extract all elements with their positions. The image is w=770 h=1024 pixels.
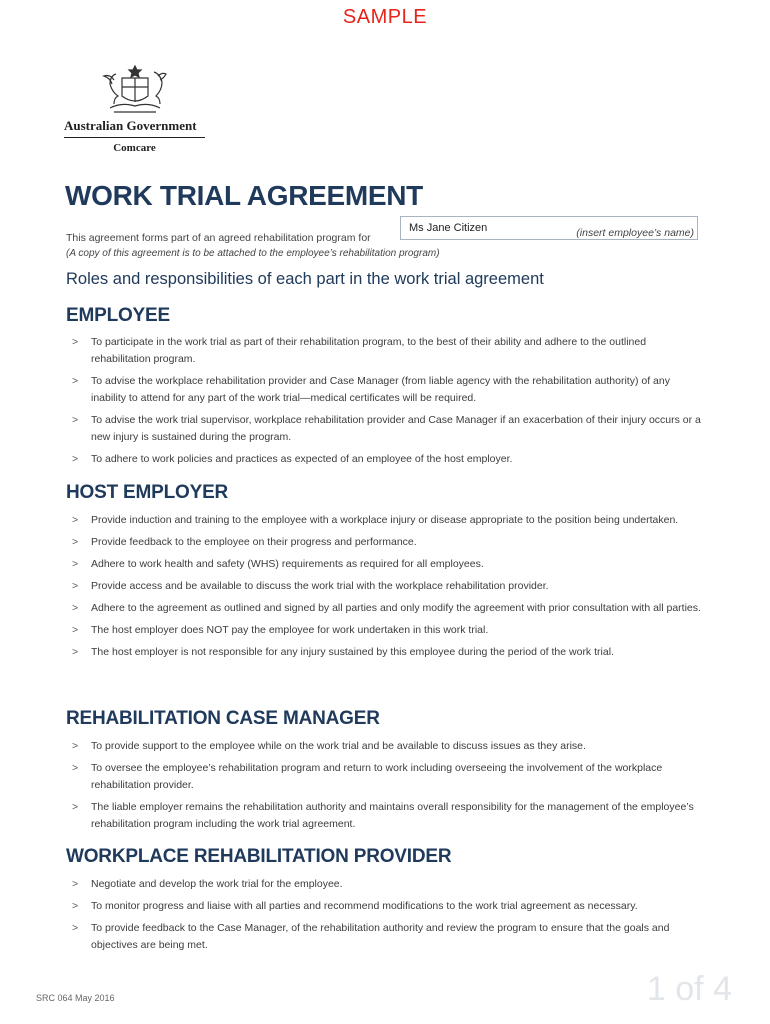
list-item: > The host employer is not responsible for any injury sustained by this employee during the period of the work trial. [66, 644, 706, 661]
list-item: > To monitor progress and liaise with all parties and recommend modifications to the work trial agreement as necessary. [66, 898, 706, 915]
list-marker: > [72, 900, 79, 912]
list-item: > Adhere to the agreement as outlined and signed by all parties and only modify the agreement with prior consultation with all parties. [66, 600, 706, 617]
list-marker: > [72, 414, 79, 426]
attachment-note: (A copy of this agreement is to be attached to the employee’s rehabilitation program) [66, 248, 440, 259]
list-marker: > [72, 878, 79, 890]
list-item: > Provide access and be available to discuss the work trial with the workplace rehabilitation provider. [66, 578, 706, 595]
list-item: > Provide induction and training to the employee with a workplace injury or disease appropriate to the position being undertaken. [66, 512, 706, 529]
host-employer-list [66, 512, 706, 666]
list-marker: > [72, 740, 79, 752]
document-code: SRC 064 May 2016 [36, 993, 115, 1003]
list-item: > To oversee the employee’s rehabilitation program and return to work including overseeing the involvement of the workplace rehabilitation provider. [72, 762, 663, 791]
sample-watermark: SAMPLE [342, 6, 428, 28]
list-marker: > [72, 580, 79, 592]
list-marker: > [72, 536, 79, 548]
list-marker: > [72, 602, 79, 614]
list-marker: > [72, 762, 79, 774]
list-marker: > [72, 801, 79, 813]
list-marker: > [72, 336, 79, 348]
list-marker: > [72, 922, 79, 934]
section-heading-case-manager: REHABILITATION CASE MANAGER [66, 708, 380, 729]
list-item: > Adhere to work health and safety (WHS) requirements as required for all employees. [66, 556, 706, 573]
section-heading-host-employer: HOST EMPLOYER [66, 482, 229, 503]
employee-name-hint: (insert employee’s name) [576, 227, 694, 239]
list-item: > To advise the workplace rehabilitation provider and Case Manager (from liable agency with the rehabilitation authority) of any inability to attend for any part of the work trial—medical certificates will be required. [72, 375, 670, 404]
employee-name-field[interactable] [400, 216, 698, 240]
government-logo [64, 64, 208, 154]
section-heading-rehab-provider: WORKPLACE REHABILITATION PROVIDER [66, 846, 452, 867]
list-item: > To provide support to the employee while on the work trial and be available to discuss issues as they arise. [66, 738, 706, 755]
list-marker: > [72, 646, 79, 658]
roles-heading: Roles and responsibilities of each part in the work trial agreement [66, 270, 544, 288]
employee-list [66, 334, 706, 473]
employee-name-value: Ms Jane Citizen [409, 222, 488, 234]
page-number: 1 of 4 [646, 970, 732, 1008]
list-item: > To participate in the work trial as part of their rehabilitation program, to the best of their ability and adhere to the outlined rehabilitation program. [72, 336, 647, 365]
page-title: WORK TRIAL AGREEMENT [65, 180, 423, 211]
list-item: > To provide feedback to the Case Manager, of the rehabilitation authority and review the program to ensure that the goals and objectives are being met. [72, 922, 670, 951]
government-name: Australian Government [64, 118, 205, 138]
list-item: > To adhere to work policies and practices as expected of an employee of the host employer. [66, 451, 706, 468]
intro-text: This agreement forms part of an agreed rehabilitation program for [66, 232, 371, 244]
list-item: > Negotiate and develop the work trial for the employee. [66, 876, 706, 893]
list-item: > The liable employer remains the rehabilitation authority and maintains overall responsibility for the management of the employee’s rehabilitation program including the work trial agreement. [72, 801, 694, 830]
list-marker: > [72, 558, 79, 570]
list-marker: > [72, 624, 79, 636]
list-item: > To advise the work trial supervisor, workplace rehabilitation provider and Case Manager if an exacerbation of their injury occurs or a new injury is sustained during the program. [72, 414, 701, 443]
list-marker: > [72, 453, 79, 465]
list-item: > Provide feedback to the employee on their progress and performance. [66, 534, 706, 551]
case-manager-list [66, 738, 706, 838]
section-heading-employee: EMPLOYEE [66, 305, 170, 326]
rehab-provider-list [66, 876, 706, 959]
list-item: > The host employer does NOT pay the employee for work undertaken in this work trial. [66, 622, 706, 639]
coat-of-arms-icon [96, 64, 174, 116]
list-marker: > [72, 375, 79, 387]
list-marker: > [72, 514, 79, 526]
agency-name: Comcare [113, 142, 156, 154]
